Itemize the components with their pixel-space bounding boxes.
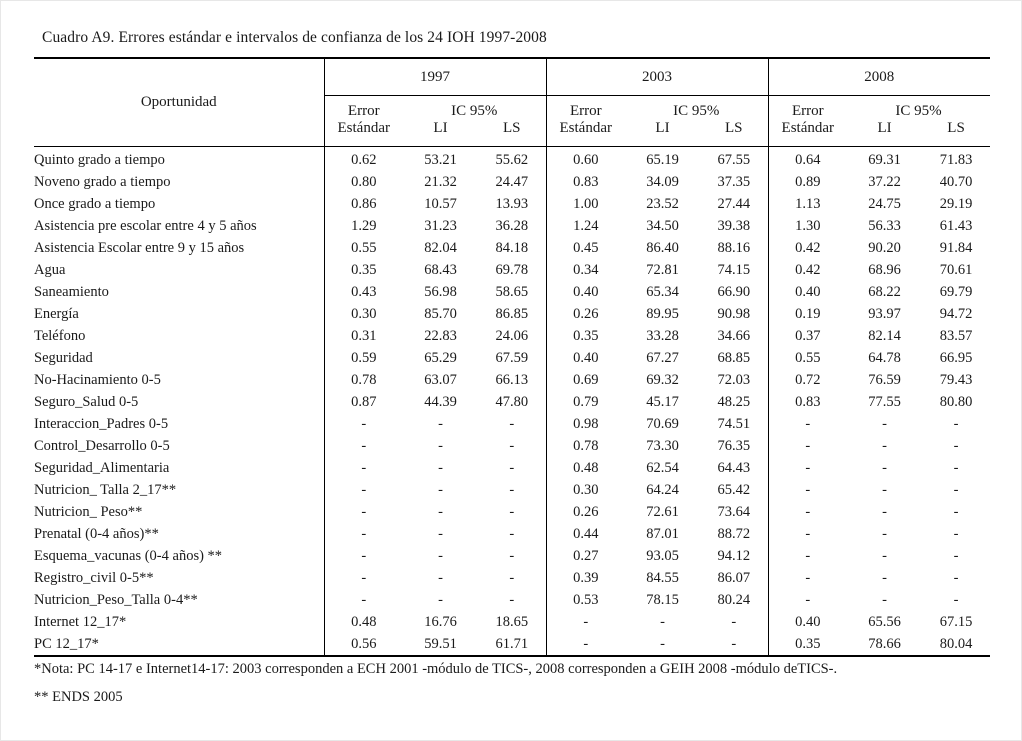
cell-2003-error: 0.45: [546, 237, 625, 259]
cell-2008-error: -: [768, 589, 847, 611]
cell-2003-error: 0.79: [546, 391, 625, 413]
cell-2003-error: 1.00: [546, 193, 625, 215]
cell-1997-error: -: [361, 438, 367, 454]
table-row: [34, 237, 990, 259]
cell-2008-error: 0.40: [768, 281, 847, 303]
cell-1997-li: -: [438, 504, 443, 520]
cell-1997-ls: 67.59: [495, 350, 529, 366]
ls-header: LS: [478, 120, 546, 147]
cell-1997-error: 0.55: [351, 240, 377, 256]
cell-2008-error: 0.40: [768, 611, 847, 633]
cell-1997-ls: 55.62: [495, 152, 529, 168]
cell-2008-error: 0.37: [768, 325, 847, 347]
table-row: [34, 369, 990, 391]
cell-1997-ls: 18.65: [495, 614, 529, 630]
cell-2008-ls: 61.43: [939, 218, 973, 234]
row-label: Registro_civil 0-5**: [34, 567, 324, 589]
cell-2003-error: 0.60: [546, 147, 625, 172]
footnote-ends-2005: ** ENDS 2005: [34, 689, 123, 705]
table-row: [34, 523, 990, 545]
cell-1997-li: 68.43: [424, 262, 457, 278]
cell-1997-error: 0.31: [351, 328, 377, 344]
cell-1997-li: 65.29: [424, 350, 457, 366]
cell-2003-error: 0.83: [546, 171, 625, 193]
cell-2008-error: -: [768, 457, 847, 479]
row-label: Agua: [34, 259, 324, 281]
footnotes: [34, 660, 939, 707]
table-row: [34, 259, 990, 281]
cell-1997-error: -: [361, 570, 367, 586]
cell-2008-ls: 79.43: [939, 372, 973, 388]
cell-2008-ls: -: [953, 504, 959, 520]
row-label: Internet 12_17*: [34, 611, 324, 633]
table-row: [34, 633, 990, 656]
cell-1997-li: 56.98: [424, 284, 457, 300]
row-label: Seguridad: [34, 347, 324, 369]
cell-2003-ls: 73.64: [717, 504, 751, 520]
row-label: Seguridad_Alimentaria: [34, 457, 324, 479]
table-row: [34, 413, 990, 435]
cell-2008-li: -: [882, 504, 887, 520]
table-row: [34, 303, 990, 325]
cell-1997-li: 59.51: [403, 633, 478, 656]
table-row: [34, 193, 990, 215]
cell-2003-li: 67.27: [646, 350, 679, 366]
cell-2003-ls: 39.38: [717, 218, 751, 234]
table-header: [34, 58, 990, 147]
cell-2008-li: 37.22: [868, 174, 901, 190]
cell-1997-li: 53.21: [424, 152, 457, 168]
cell-2003-ls: 34.66: [717, 328, 751, 344]
row-label: No-Hacinamiento 0-5: [34, 369, 324, 391]
cell-2008-ls: -: [953, 438, 959, 454]
cell-2008-error: -: [768, 501, 847, 523]
cell-1997-li: -: [438, 592, 443, 608]
cell-2003-error: 1.24: [546, 215, 625, 237]
row-label: Noveno grado a tiempo: [34, 171, 324, 193]
li-header: LI: [625, 120, 700, 147]
table-row: [34, 589, 990, 611]
cell-2008-ls: -: [953, 570, 959, 586]
cell-1997-li: 21.32: [424, 174, 457, 190]
cell-1997-ls: 69.78: [495, 262, 529, 278]
cell-2003-ls: 68.85: [717, 350, 751, 366]
cell-1997-error: 0.87: [351, 394, 377, 410]
cell-1997-error: -: [361, 416, 367, 432]
table-body: [34, 147, 990, 657]
cell-1997-error: -: [361, 548, 367, 564]
cell-2008-li: -: [882, 548, 887, 564]
cell-2008-error: 1.13: [768, 193, 847, 215]
cell-1997-ls: 47.80: [495, 394, 529, 410]
footnote-tics: *Nota: PC 14-17 e Internet14-17: 2003 corresponden a ECH 2001 -módulo de TICS-, 2008 corresponden a GEIH 2008 -módulo deTICS-.: [34, 661, 838, 677]
year-header-2008: 2008: [768, 58, 990, 96]
cell-2008-li: -: [882, 526, 887, 542]
cell-2008-ls: 94.72: [939, 306, 973, 322]
cell-2008-li: -: [882, 570, 887, 586]
cell-2003-li: 45.17: [646, 394, 679, 410]
cell-2003-ls: 27.44: [717, 196, 751, 212]
cell-1997-error: 0.62: [351, 152, 377, 168]
cell-2003-error: 0.27: [546, 545, 625, 567]
ic95-header: IC 95%: [895, 103, 942, 119]
error-header-line1: Error: [546, 96, 625, 121]
cell-2003-error: 0.40: [546, 347, 625, 369]
cell-2008-error: 1.30: [768, 215, 847, 237]
cell-2008-ls: -: [953, 460, 959, 476]
cell-1997-ls: -: [509, 592, 515, 608]
header-year-row: [34, 58, 990, 96]
cell-1997-ls: -: [509, 504, 515, 520]
row-label: Interaccion_Padres 0-5: [34, 413, 324, 435]
cell-2008-error: 0.55: [768, 347, 847, 369]
cell-2008-ls: 69.79: [939, 284, 973, 300]
table-row: [34, 567, 990, 589]
cell-2008-error: 0.42: [768, 259, 847, 281]
cell-2003-error: 0.48: [546, 457, 625, 479]
cell-2008-ls: -: [953, 416, 959, 432]
cell-1997-li: -: [438, 548, 443, 564]
cell-2003-ls: 88.72: [717, 526, 751, 542]
cell-2003-ls: 37.35: [717, 174, 751, 190]
cell-1997-ls: 86.85: [495, 306, 529, 322]
cell-2008-li: -: [882, 482, 887, 498]
row-label: Nutricion_Peso_Talla 0-4**: [34, 589, 324, 611]
cell-2008-ls: -: [953, 548, 959, 564]
cell-2008-li: 82.14: [868, 328, 901, 344]
li-header: LI: [847, 120, 922, 147]
cell-1997-li: 44.39: [424, 394, 457, 410]
cell-2003-li: 34.50: [646, 218, 679, 234]
cell-2003-li: 34.09: [646, 174, 679, 190]
cell-2003-li: -: [660, 614, 665, 630]
cell-2008-li: 24.75: [868, 196, 901, 212]
cell-2003-error: 0.35: [546, 325, 625, 347]
cell-2008-error: 0.35: [768, 633, 847, 656]
cell-2008-li: 68.22: [868, 284, 901, 300]
row-label: Asistencia pre escolar entre 4 y 5 años: [34, 215, 324, 237]
cell-1997-ls: -: [509, 416, 515, 432]
cell-2003-ls: 74.15: [717, 262, 751, 278]
row-label: Control_Desarrollo 0-5: [34, 435, 324, 457]
cell-2003-error: 0.26: [546, 303, 625, 325]
cell-2008-error: 0.72: [768, 369, 847, 391]
cell-1997-li: 82.04: [424, 240, 457, 256]
cell-1997-ls: -: [509, 526, 515, 542]
cell-2003-ls: 80.24: [717, 592, 751, 608]
cell-2003-li: 70.69: [646, 416, 679, 432]
cell-2003-error: 0.53: [546, 589, 625, 611]
cell-2003-li: 84.55: [646, 570, 679, 586]
cell-2003-error: -: [546, 611, 625, 633]
table-row: [34, 391, 990, 413]
cell-1997-error: 0.59: [351, 350, 377, 366]
error-header-line1: Error: [768, 96, 847, 121]
cell-1997-li: 16.76: [424, 614, 457, 630]
cell-2008-li: -: [882, 460, 887, 476]
cell-1997-li: 31.23: [424, 218, 457, 234]
cell-1997-ls: 24.06: [495, 328, 529, 344]
cell-1997-li: 10.57: [424, 196, 457, 212]
table-row: [34, 147, 990, 172]
cell-1997-li: 22.83: [424, 328, 457, 344]
error-header-line1: Error: [347, 103, 380, 119]
cell-2003-ls: 94.12: [717, 548, 751, 564]
cell-2003-li: 78.15: [646, 592, 679, 608]
row-label: Energía: [34, 303, 324, 325]
cell-2003-li: -: [625, 633, 700, 656]
cell-2003-error: 0.34: [546, 259, 625, 281]
cell-1997-li: -: [438, 460, 443, 476]
cell-2003-ls: 64.43: [717, 460, 751, 476]
ic95-header: IC 95%: [451, 103, 498, 119]
cell-2003-error: 0.39: [546, 567, 625, 589]
row-label: Saneamiento: [34, 281, 324, 303]
table-row: [34, 501, 990, 523]
row-label: Teléfono: [34, 325, 324, 347]
cell-2008-li: 68.96: [868, 262, 901, 278]
cell-2003-ls: 66.90: [717, 284, 751, 300]
cell-1997-ls: 66.13: [495, 372, 529, 388]
cell-1997-error: 0.43: [351, 284, 377, 300]
cell-2008-ls: 80.80: [939, 394, 973, 410]
cell-1997-li: -: [438, 416, 443, 432]
cell-2008-error: -: [768, 479, 847, 501]
cell-2003-ls: 67.55: [717, 152, 751, 168]
cell-2003-li: 69.32: [646, 372, 679, 388]
cell-1997-ls: -: [509, 482, 515, 498]
cell-2008-ls: -: [953, 482, 959, 498]
cell-2003-li: 65.34: [646, 284, 679, 300]
cell-2008-ls: -: [953, 592, 959, 608]
cell-2008-li: -: [882, 416, 887, 432]
row-label: Esquema_vacunas (0-4 años) **: [34, 545, 324, 567]
table-row: [34, 325, 990, 347]
row-label: Nutricion_ Talla 2_17**: [34, 479, 324, 501]
table-title: Cuadro A9. Errores estándar e intervalos de confianza de los 24 IOH 1997-2008: [42, 29, 547, 46]
cell-2003-ls: -: [700, 633, 768, 656]
row-label: Prenatal (0-4 años)**: [34, 523, 324, 545]
cell-1997-li: -: [438, 482, 443, 498]
cell-2008-li: 93.97: [868, 306, 901, 322]
cell-2003-li: 65.19: [646, 152, 679, 168]
table-row: [34, 479, 990, 501]
cell-1997-li: -: [438, 438, 443, 454]
cell-1997-error: 0.86: [351, 196, 377, 212]
cell-2008-error: -: [768, 567, 847, 589]
row-label: Nutricion_ Peso**: [34, 501, 324, 523]
cell-1997-error: 0.80: [351, 174, 377, 190]
cell-2008-error: 0.42: [768, 237, 847, 259]
error-header-line2: Estándar: [324, 120, 403, 147]
cell-2008-error: 0.19: [768, 303, 847, 325]
table-row: [34, 171, 990, 193]
cell-2008-ls: -: [953, 526, 959, 542]
cell-2008-li: 76.59: [868, 372, 901, 388]
cell-2008-ls: 40.70: [939, 174, 973, 190]
cell-1997-error: 0.35: [351, 262, 377, 278]
cell-1997-error: 0.78: [351, 372, 377, 388]
cell-1997-error: 1.29: [351, 218, 377, 234]
cell-2003-li: 62.54: [646, 460, 679, 476]
cell-2003-li: 72.81: [646, 262, 679, 278]
cell-1997-ls: 61.71: [478, 633, 546, 656]
cell-2003-li: 86.40: [646, 240, 679, 256]
cell-2003-li: 93.05: [646, 548, 679, 564]
ls-header: LS: [922, 120, 990, 147]
cell-1997-li: 63.07: [424, 372, 457, 388]
cell-2003-error: 0.40: [546, 281, 625, 303]
cell-1997-li: -: [438, 526, 443, 542]
table-row: [34, 281, 990, 303]
cell-2003-error: 0.44: [546, 523, 625, 545]
cell-1997-error: 0.56: [324, 633, 403, 656]
table-row: [34, 457, 990, 479]
cell-2008-ls: 80.04: [922, 633, 990, 656]
cell-2003-ls: 65.42: [717, 482, 751, 498]
cell-2003-ls: 72.03: [717, 372, 751, 388]
ls-header: LS: [700, 120, 768, 147]
cell-1997-ls: 36.28: [495, 218, 529, 234]
cell-2008-li: -: [882, 438, 887, 454]
table-row: [34, 611, 990, 633]
table-row: [34, 435, 990, 457]
cell-1997-ls: 84.18: [495, 240, 529, 256]
cell-1997-ls: 24.47: [495, 174, 529, 190]
cell-2008-li: 56.33: [868, 218, 901, 234]
cell-2003-li: 89.95: [646, 306, 679, 322]
cell-2008-li: -: [882, 592, 887, 608]
cell-2008-error: -: [768, 413, 847, 435]
cell-2003-error: 0.78: [546, 435, 625, 457]
cell-1997-ls: -: [509, 460, 515, 476]
cell-2003-li: 72.61: [646, 504, 679, 520]
cell-2003-ls: 88.16: [717, 240, 751, 256]
row-label: Asistencia Escolar entre 9 y 15 años: [34, 237, 324, 259]
li-header: LI: [403, 120, 478, 147]
year-header-2003: 2003: [546, 58, 768, 96]
standard-errors-table: [34, 57, 990, 657]
cell-1997-error: -: [361, 482, 367, 498]
cell-2008-error: 0.89: [768, 171, 847, 193]
cell-2008-li: 69.31: [868, 152, 901, 168]
cell-2003-li: 87.01: [646, 526, 679, 542]
row-label: Quinto grado a tiempo: [34, 147, 324, 172]
cell-2008-ls: 71.83: [939, 152, 973, 168]
cell-2008-ls: 83.57: [939, 328, 973, 344]
table-row: [34, 347, 990, 369]
row-label: Seguro_Salud 0-5: [34, 391, 324, 413]
cell-2003-error: -: [546, 633, 625, 656]
column-header-oportunidad: Oportunidad: [34, 58, 324, 147]
cell-2008-li: 90.20: [868, 240, 901, 256]
cell-2008-error: -: [768, 435, 847, 457]
cell-2008-li: 65.56: [868, 614, 901, 630]
ic95-header: IC 95%: [673, 103, 720, 119]
cell-2008-error: 0.83: [768, 391, 847, 413]
cell-1997-error: -: [361, 526, 367, 542]
cell-2008-error: 0.64: [768, 147, 847, 172]
cell-2003-li: 23.52: [646, 196, 679, 212]
cell-2003-ls: -: [731, 614, 737, 630]
cell-1997-ls: -: [509, 570, 515, 586]
cell-2003-ls: 48.25: [717, 394, 751, 410]
cell-1997-li: -: [438, 570, 443, 586]
cell-2008-li: 78.66: [847, 633, 922, 656]
cell-2003-li: 64.24: [646, 482, 679, 498]
cell-1997-error: 0.30: [351, 306, 377, 322]
cell-2008-error: -: [768, 545, 847, 567]
cell-2003-error: 0.69: [546, 369, 625, 391]
cell-2003-ls: 76.35: [717, 438, 751, 454]
cell-2003-ls: 90.98: [717, 306, 751, 322]
cell-2008-ls: 91.84: [939, 240, 973, 256]
cell-2003-ls: 86.07: [717, 570, 751, 586]
cell-2003-error: 0.26: [546, 501, 625, 523]
cell-1997-error: -: [361, 592, 367, 608]
cell-2003-li: 33.28: [646, 328, 679, 344]
year-header-1997: 1997: [324, 58, 546, 96]
page-content: [34, 29, 990, 707]
cell-2003-li: 73.30: [646, 438, 679, 454]
cell-2003-error: 0.30: [546, 479, 625, 501]
cell-1997-ls: 13.93: [495, 196, 529, 212]
cell-2008-ls: 67.15: [939, 614, 973, 630]
error-header-line2: Estándar: [546, 120, 625, 147]
cell-2008-ls: 66.95: [939, 350, 973, 366]
cell-2008-li: 77.55: [868, 394, 901, 410]
cell-2008-ls: 29.19: [939, 196, 973, 212]
cell-1997-li: 85.70: [424, 306, 457, 322]
row-label: Once grado a tiempo: [34, 193, 324, 215]
cell-2003-error: 0.98: [546, 413, 625, 435]
cell-1997-ls: -: [509, 438, 515, 454]
cell-1997-error: -: [361, 504, 367, 520]
error-header-line2: Estándar: [768, 120, 847, 147]
cell-2008-ls: 70.61: [939, 262, 973, 278]
cell-1997-ls: -: [509, 548, 515, 564]
cell-1997-error: -: [361, 460, 367, 476]
cell-2003-ls: 74.51: [717, 416, 751, 432]
row-label: PC 12_17*: [34, 633, 324, 656]
cell-1997-ls: 58.65: [495, 284, 529, 300]
table-row: [34, 545, 990, 567]
cell-2008-error: -: [768, 523, 847, 545]
table-row: [34, 215, 990, 237]
cell-1997-error: 0.48: [351, 614, 377, 630]
cell-2008-li: 64.78: [868, 350, 901, 366]
